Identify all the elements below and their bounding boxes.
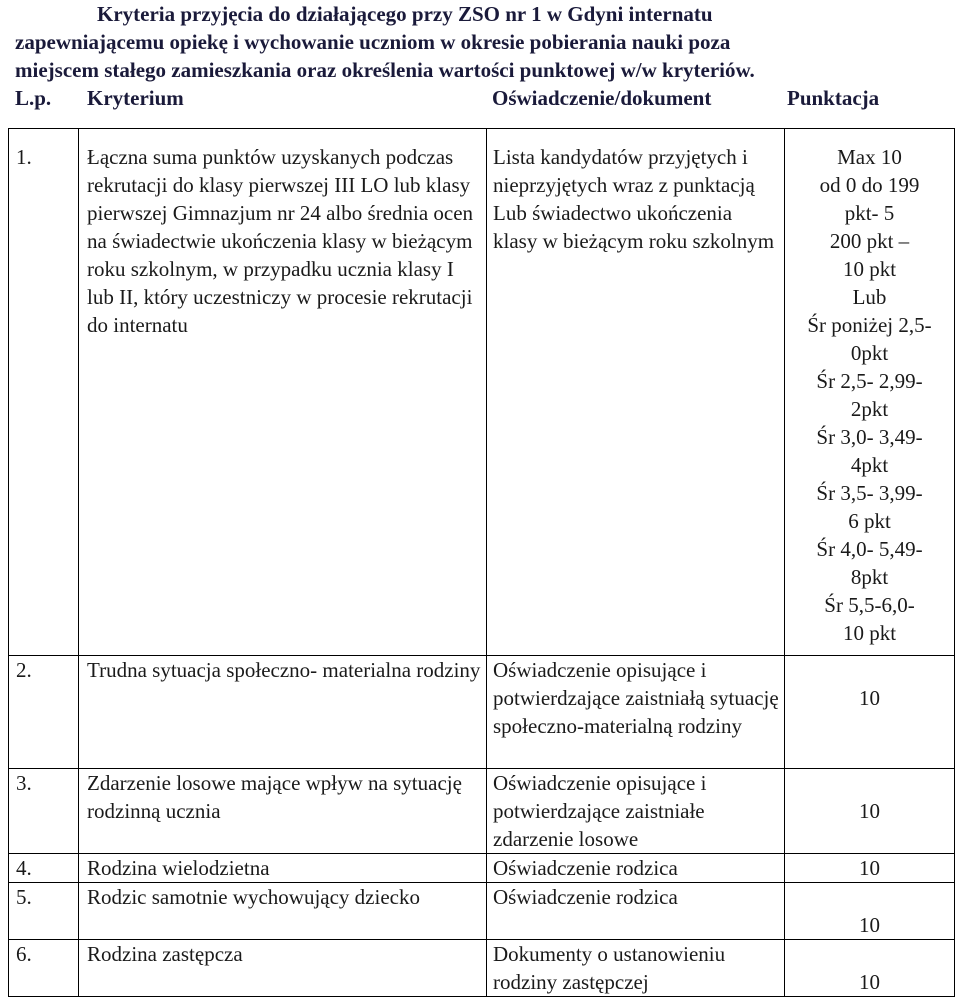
- criterion-cell: [79, 883, 487, 940]
- points-line: Śr 5,5-6,0-: [824, 593, 915, 617]
- row-number: 3.: [16, 771, 32, 795]
- row-number: 4.: [16, 856, 32, 880]
- table-row: [9, 656, 955, 769]
- points-line: Max 10: [837, 145, 902, 169]
- points-line: Lub: [852, 285, 887, 309]
- points-line: Śr 3,5- 3,99-: [816, 481, 923, 505]
- criterion-cell: [79, 854, 487, 883]
- row-number-cell: [9, 656, 79, 769]
- points-cell: [785, 854, 955, 883]
- criterion-text: Rodzina wielodzietna: [87, 856, 270, 880]
- points-line: 200 pkt –: [829, 229, 910, 253]
- document-cell: [487, 940, 785, 997]
- points-line: 4pkt: [850, 453, 889, 477]
- points-value: 10: [859, 686, 880, 710]
- document-text: Lista kandydatów przyjętych i nieprzyjętych wraz z punktacją Lub świadectwo ukończenia klasy w bieżącym roku szkolnym: [493, 145, 775, 253]
- document-text: Oświadczenie rodzica: [493, 856, 678, 880]
- document-cell: [487, 883, 785, 940]
- points-line: 6 pkt: [848, 509, 891, 533]
- points-line: Śr 4,0- 5,49-: [816, 537, 923, 561]
- document-cell: [487, 854, 785, 883]
- document-cell: [487, 129, 785, 656]
- points-line: Śr 3,0- 3,49-: [816, 425, 923, 449]
- points-value: 10: [859, 799, 880, 823]
- document-text: Oświadczenie rodzica: [493, 885, 678, 909]
- points-cell: [785, 883, 955, 940]
- heading-line-1: Kryteria przyjęcia do działającego przy ZSO nr 1 w Gdyni internatu: [97, 2, 713, 26]
- points-line: Śr 2,5- 2,99-: [816, 369, 923, 393]
- row-number-cell: [9, 854, 79, 883]
- points-value: 10: [859, 856, 880, 880]
- table-row: [9, 854, 955, 883]
- document-text: Oświadczenie opisujące i potwierdzające zaistniałe zdarzenie losowe: [493, 771, 707, 851]
- document-cell: [487, 656, 785, 769]
- points-cell: [785, 769, 955, 854]
- criterion-cell: [79, 769, 487, 854]
- row-number-cell: [9, 883, 79, 940]
- table-row: [9, 883, 955, 940]
- criterion-text: Zdarzenie losowe mające wpływ na sytuację rodzinną ucznia: [87, 771, 462, 823]
- criterion-cell: [79, 656, 487, 769]
- header-kryterium: Kryterium: [87, 86, 184, 110]
- criterion-text: Rodzic samotnie wychowujący dziecko: [87, 885, 420, 909]
- points-line: 10 pkt: [842, 257, 897, 281]
- points-cell: [785, 656, 955, 769]
- points-value: 10: [859, 970, 880, 994]
- table-row: [9, 940, 955, 997]
- document-text: Dokumenty o ustanowieniu rodziny zastępczej: [493, 942, 726, 994]
- points-line: 8pkt: [850, 565, 889, 589]
- criterion-text: Trudna sytuacja społeczno- materialna rodziny: [87, 658, 481, 682]
- row-number-cell: [9, 769, 79, 854]
- criterion-cell: [79, 940, 487, 997]
- header-punktacja: Punktacja: [787, 86, 880, 110]
- row-number: 2.: [16, 658, 32, 682]
- table-row: [9, 129, 955, 656]
- row-number: 5.: [16, 885, 32, 909]
- points-line: 0pkt: [850, 341, 889, 365]
- row-number: 1.: [16, 145, 32, 169]
- points-value: 10: [859, 913, 880, 937]
- row-number-cell: [9, 129, 79, 656]
- heading-line-2: zapewniającemu opiekę i wychowanie uczniom w okresie pobierania nauki poza: [15, 30, 731, 54]
- document-text: Oświadczenie opisujące i potwierdzające zaistniałą sytuację społeczno-materialną rodziny: [493, 658, 779, 738]
- points-lines: [785, 143, 954, 647]
- document-cell: [487, 769, 785, 854]
- points-line: pkt- 5: [844, 201, 895, 225]
- points-line: 10 pkt: [842, 621, 897, 645]
- points-cell: [785, 129, 955, 656]
- row-number-cell: [9, 940, 79, 997]
- criteria-table: [8, 128, 955, 997]
- header-oswiadczenie: Oświadczenie/dokument: [492, 86, 712, 110]
- points-line: Śr poniżej 2,5-: [807, 313, 932, 337]
- document-heading: [15, 0, 945, 84]
- criterion-text: Rodzina zastępcza: [87, 942, 243, 966]
- criterion-text: Łączna suma punktów uzyskanych podczas rekrutacji do klasy pierwszej III LO lub klasy pierwszej Gimnazjum nr 24 albo średnia ocen na świadectwie ukończenia klasy w bieżącym roku szkolnym, w przypadku ucznia klasy I lub II, który uczestniczy w procesie rekrutacji do internatu: [87, 145, 474, 337]
- points-cell: [785, 940, 955, 997]
- table-row: [9, 769, 955, 854]
- points-line: 2pkt: [850, 397, 889, 421]
- heading-line-3: miejscem stałego zamieszkania oraz określenia wartości punktowej w/w kryteriów.: [15, 58, 755, 82]
- row-number: 6.: [16, 942, 32, 966]
- header-lp: L.p.: [15, 86, 52, 110]
- criterion-cell: [79, 129, 487, 656]
- points-line: od 0 do 199: [819, 173, 920, 197]
